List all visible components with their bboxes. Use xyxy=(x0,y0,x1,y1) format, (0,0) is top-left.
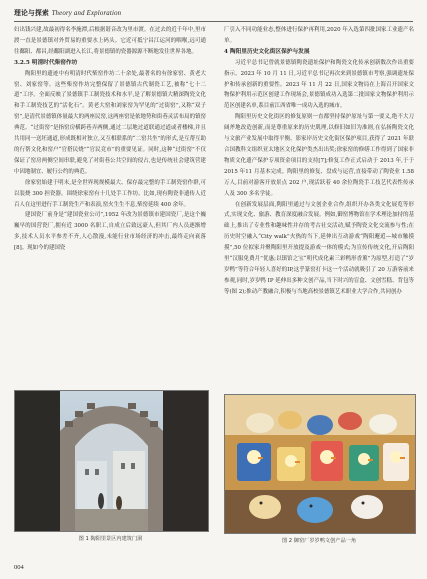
left-paragraph-0: 妇出钱兴建,故最初得名李施潭,后根据谐音改为里市渡。在过去的近千年中,里市渡一直是景德镇对外贸易的重要水上码头。它近可抵宁昌江运河的咽喉,远可通往鄱阳、都昌,经鄱阳湖进入长江,将景德镇的瓷器源源不断地发往世界各地。 xyxy=(14,27,206,55)
stone-gate-photo-icon xyxy=(15,391,208,531)
header-title-en: Theory and Exploration xyxy=(51,10,122,17)
right-paragraph-3: 在创新发展层面,陶阳里通过与文创企业合作,组织开办各类文化展览等形式,实现文化、旅游、教育深度融合发展。例如,御窑博物馆在学术理论加持的基础上,推出了专业性和趣味性并存的考古社交活动,赋予陶瓷文化交流参与性;在历史时空融入“City walk”火热的当下,延伸出互动游戏“陶阳邂逅—城市触摸摸”,50 位拟家并聚陶阳里开放提及游戏一体的模式;为宣传传统文化,开启陶阳里“汉服免费月”优惠;以镇馆之宝“明代成化素三彩鸭形香薰”为原型,打造了“岁岁鸭”等符合年轻人喜好的IP,这乎篆窑打卡这一个活动就吸引了 20 万游客前来参观,同时,岁岁鸭 IP 延伸出多种文创产品,当下时兴的盲盒、文创雪糕、背包等等(图 2);推动产教融合,积极与当地高校景德镇艺术职业大学合作,共同创办 xyxy=(224,201,414,295)
left-column xyxy=(14,25,206,254)
figure-1-caption: 图 1 陶阳里景区内建筑门洞 xyxy=(78,536,143,542)
right-paragraph-1: 习近平总书记曾就景德镇陶瓷遗址保护和陶瓷文化传承创新数次作出重要指示。2023 年 10 月 11 日,习近平总书记再次来到景德镇市考察,强调遗址保护和传承创新的重要性。2023 年 11 月 22 日,国家文物局在上海召开国家文物保护利用示范区创建工作现场会,景德镇成功入选第二批国家文物保护利用示范区创建名单,系目前江西省唯一成功入选的城市。 xyxy=(224,59,414,110)
figure-1-photo xyxy=(14,390,209,532)
right-paragraph-2: 陶阳里历史文化街区的修复原则一直都坚持保护原址与第一要义,绝不大刀阔斧地改造创新,而是尊重原来的历史肌理,以修旧如旧为准则,在弘扬陶瓷文化与文旅产业发展中取得平衡。影家岸历史文化街区保护项目,获得了 2021 年联合国教科文组织亚太地区文化保护类杰出出奖;徐家窑的修缮工作得到了国家非物质文化遗产保护专项资金项目的支持[7];修复工作正式启动于 2013 年,于于 2015 年11 月基本完成。陶阳里的修复、盘成与运营,直接带动了陶瓷业 1.58 万人,目前对游客开放景点 202 户,现活跃着 40 余位陶瓷手工技艺代表性传承人及 300 多名学徒。 xyxy=(224,114,414,197)
header-title-cn: 理论与探索 xyxy=(14,9,49,17)
running-header xyxy=(14,7,413,17)
header-divider xyxy=(14,21,413,22)
page-number: 004 xyxy=(14,564,24,571)
figure-2-caption: 图 2 御窑厂岁岁鸭文创产品一角 xyxy=(281,538,357,544)
figure-2-photo xyxy=(224,394,416,534)
left-paragraph-2: 徐家窑始建于明末,是全世界现规模最大、保存最完整的手工制瓷窑作群,可以装烧 300 担瓷器。围绕徐家窑有十几处手工作坊。比如,现有陶瓷非遗传人近百人在这里进行手工制瓷生产和表演,窑火生生不息,柴窑延续 400 余年。 xyxy=(14,179,206,208)
left-paragraph-1: 陶阳里的遗迹中有明清时代柴窑作坊二十余处,最著名的有徐家窑、黄老大窑、刘家窑等。这些柴窑作坊完整保留了景德镇古代制瓷工艺,被称“七十二道”工序。全面反映了景德镇手工制瓷技术和水平,是了解景德镇大精深陶瓷文化和手工制瓷技艺的“活化石”。黄老大窑和刘家窑为罕见的“过街窑”,又称“双子窑”,是清代景德镇体量最大的两座民窑,这两座窑是依地势和街巷灵活布局的镇窑典范。“过街窑”是指窑房横跨巷弄两侧,通过二层地过道联通过道或者楼梯,并且共用同一送坯通道,形成既相对独立,又互相联系的“二窑共坐”的形式,是互帮互助的行帮文化和窑户“官搭民烧”“官民竞市”的重要见证。同时,这种“过街窑”不仅保证了窑房两侧空间串联,避免了对街巷公共空间的侵占,也是传统社会建筑营建中因地制宜、履行公约的典范。 xyxy=(14,70,206,175)
section-heading-4: 4 陶阳里历史文化街区保护与发展 xyxy=(224,48,310,55)
duck-merchandise-photo-icon xyxy=(225,395,415,533)
right-column xyxy=(224,25,414,298)
section-heading-3-2-5: 3.2.5 明清时代柴窑作坊 xyxy=(14,59,78,66)
right-paragraph-0: 厂引入不同功能业态,整体进行保护再利用,2020 年入选第四批国家工业遗产名单。 xyxy=(224,27,414,44)
left-paragraph-3: 建国瓷厂前身是“建国瓷业公司”,1952 年改为景德镇市建国瓷厂,是这个巍巍早的国营瓷厂,拥有近 3000 名职工,自成立后致远豪人,但其厂内人员逐渐增多,技术人员水平参差不齐,人心散漫,未能行业市场经济的冲击,最终走向衰落[8]。现如今的建国瓷 xyxy=(14,212,206,252)
